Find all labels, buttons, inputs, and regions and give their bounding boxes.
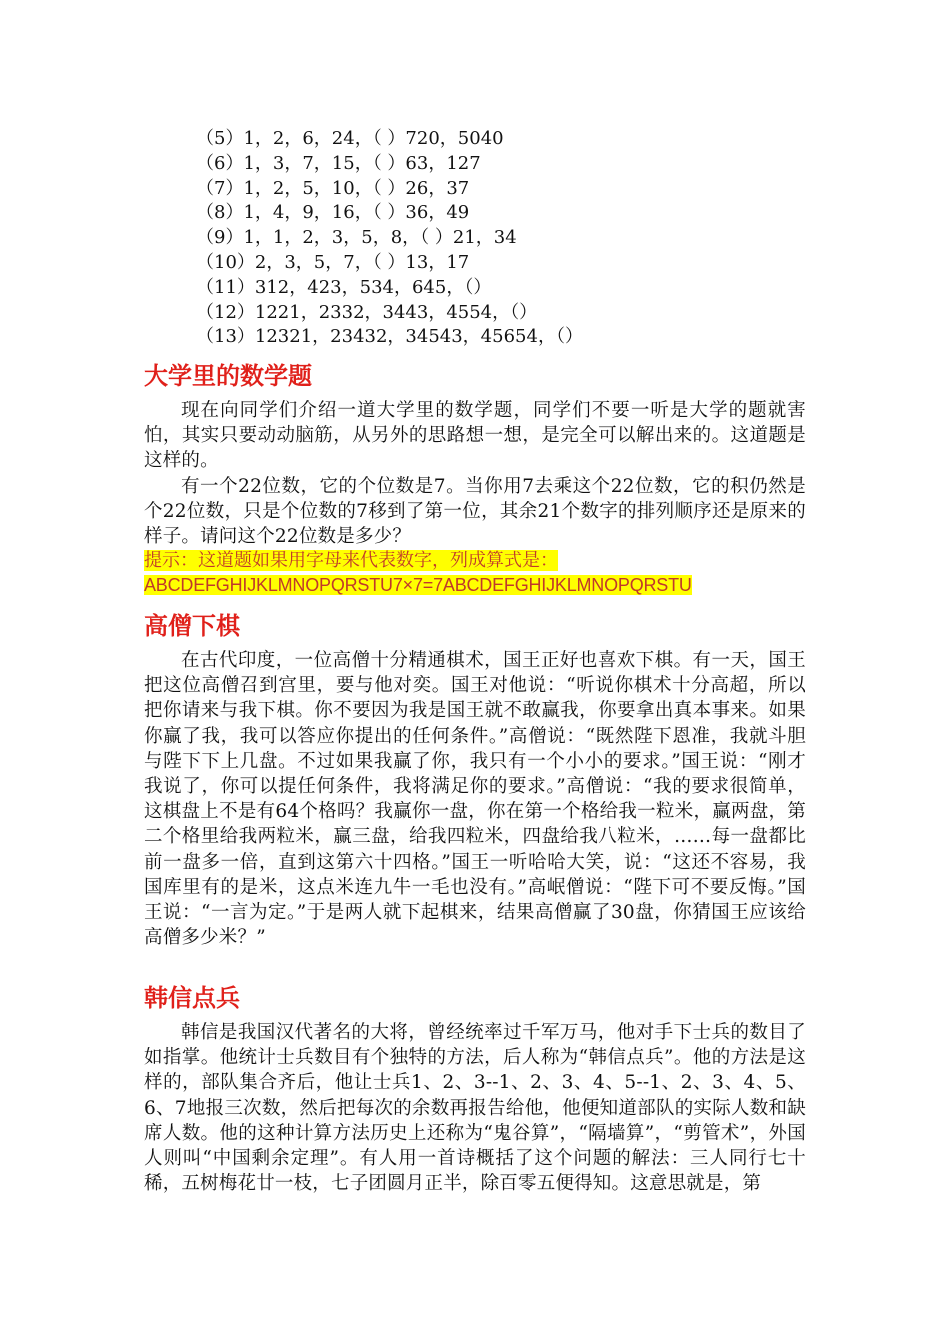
section-monk-chess (144, 610, 806, 950)
paragraph: 有一个22位数，它的个位数是7。当你用7去乘这个22位数，它的积仍然是个22位数，只是个位数的7移到了第一位，其余21个数字的排列顺序还是原来的样子。请问这个22位数是多少？ (144, 475, 806, 548)
hint-formula: ABCDEFGHIJKLMNOPQRSTU7×7=7ABCDEFGHIJKLMNOPQRSTU (144, 575, 692, 596)
paragraph: 在古代印度，一位高僧十分精通棋术，国王正好也喜欢下棋。有一天，国王把这位高僧召到宫里，要与他对奕。国王对他说：“听说你棋术十分高超，所以把你请来与我下棋。你不要因为我是国王就不敢赢我，你要拿出真本事来。如果你赢了我，我可以答应你提出的任何条件。”高僧说：“既然陛下恩准，我就斗胆与陛下下上几盘。不过如果我赢了你，我只有一个小小的要求。”国王说：“刚才我说了，你可以提任何条件，我将满足你的要求。”高僧说：“我的要求很简单，这棋盘上不是有64个格吗？我赢你一盘，你在第一个格给我一粒米，赢两盘，第二个格里给我两粒米，赢三盘，给我四粒米，四盘给我八粒米，……每一盘都比前一盘多一倍，直到这第六十四格。”国王一听哈哈大笑，说：“这还不容易，我国库里有的是米，这点米连九牛一毛也没有。”高岷僧说：“陛下可不要反悔。”国王说：“一言为定。”于是两人就下起棋来，结果高僧赢了30盘，你猜国王应该给高僧多少米？” (144, 650, 806, 949)
sequence-item: （5）1，2，6，24，（ ）720，5040 (196, 128, 504, 149)
sequence-list (196, 127, 796, 350)
sequence-item: （13）12321，23432，34543，45654，（） (196, 326, 583, 348)
sequence-item: （11）312，423，534，645，（） (196, 276, 492, 298)
sequence-item: （12）1221，2332，3443，4554，（） (196, 301, 538, 323)
sequence-item: （8）1，4，9，16，（ ）36，49 (196, 202, 470, 224)
hint-block (144, 549, 806, 598)
sequence-item: （10）2，3，5，7，（ ）13，17 (196, 251, 470, 273)
section-han-xin (144, 982, 806, 1196)
section-title: 大学里的数学题 (144, 362, 312, 390)
hint-text: 提示：这道题如果用字母来代表数字，列成算式是： (144, 550, 558, 572)
paragraph: 韩信是我国汉代著名的大将，曾经统率过千军万马，他对手下士兵的数目了如指掌。他统计士兵数目有个独特的方法，后人称为“韩信点兵”。他的方法是这样的，部队集合齐后，他让士兵1、2、3--1、2、3、4、5--1、2、3、4、5、6、7地报三次数，然后把每次的余数再报告给他，他便知道部队的实际人数和缺席人数。他的这种计算方法历史上还称为“鬼谷算”，“隔墙算”，“剪管术”，外国人则叫“中国剩余定理”。有人用一首诗概括了这个问题的解法：三人同行七十稀，五树梅花廿一枝，七子团圆月正半，除百零五便得知。这意思就是，第 (144, 1022, 806, 1195)
sequence-item: （7）1，2，5，10，（ ）26，37 (196, 177, 470, 199)
paragraph: 现在向同学们介绍一道大学里的数学题，同学们不要一听是大学的题就害怕，其实只要动动脑筋，从另外的思路想一想，是完全可以解出来的。这道题是这样的。 (144, 400, 806, 472)
section-title: 韩信点兵 (144, 984, 240, 1012)
section-university-math (144, 360, 806, 598)
sequence-item: （6）1，3，7，15，（ ）63，127 (196, 152, 481, 174)
section-title: 高僧下棋 (144, 612, 240, 640)
sequence-item: （9）1，1，2，3，5，8，（ ）21，34 (196, 227, 517, 249)
